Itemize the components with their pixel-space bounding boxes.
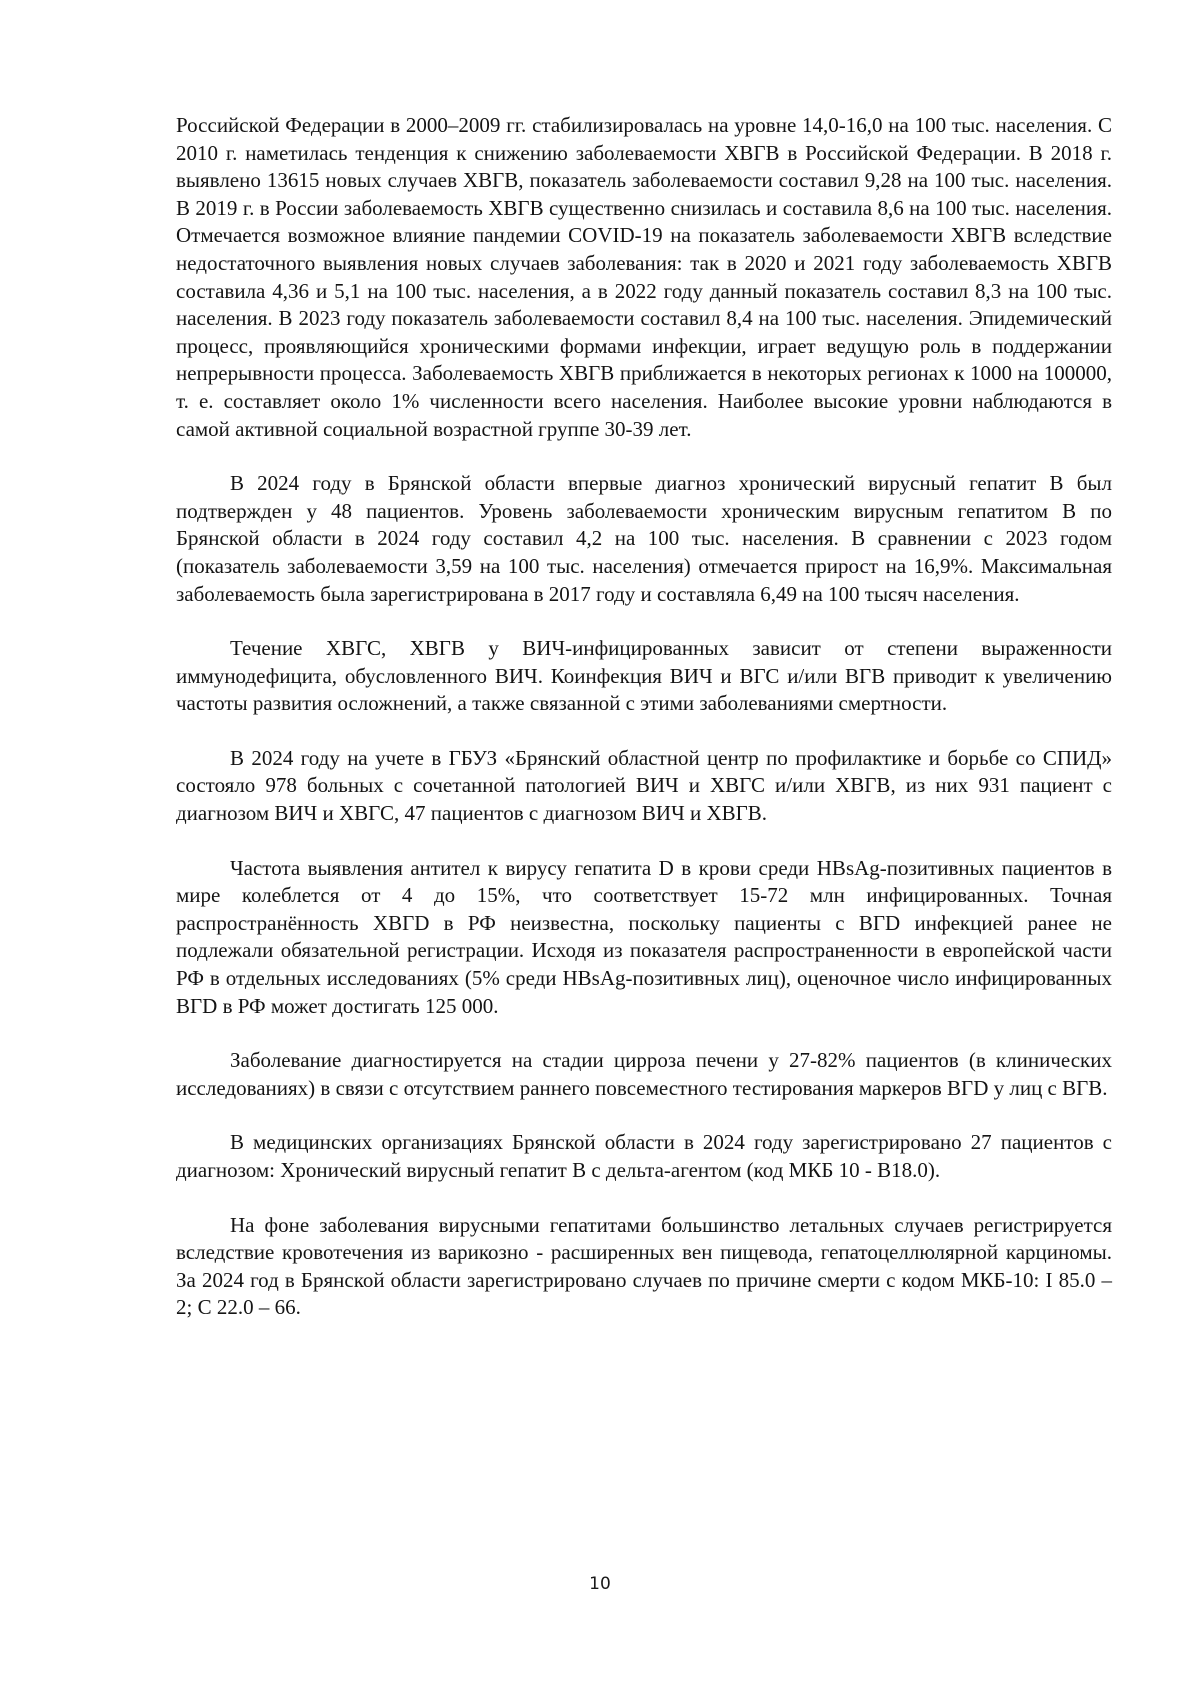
paragraph-hiv-coinfection: Течение ХВГС, ХВГВ у ВИЧ-инфицированных зависит от степени выраженности иммунодефицита, обусловленного ВИЧ. Коинфекция ВИЧ и ВГС и/или ВГВ приводит к увеличению частоты развития осложнений, а также связанной с этими заболеваниями смертности. xyxy=(176,636,1112,716)
paragraph-hbv-bryansk-2024: В 2024 году в Брянской области впервые диагноз хронический вирусный гепатит В был подтвержден у 48 пациентов. Уровень заболеваемости хроническим вирусным гепатитом В по Брянской области в 2024 году составил 4,2 на 100 тыс. населения. В сравнении с 2023 годом (показатель заболеваемости 3,59 на 100 тыс. населения) отмечается прирост на 16,9%. Максимальная заболеваемость была зарегистрирована в 2017 году и составляла 6,49 на 100 тысяч населения. xyxy=(176,471,1112,606)
page-number: 10 xyxy=(589,1574,611,1594)
body-text xyxy=(176,112,1112,1349)
paragraph-delta-agent-cases: В медицинских организациях Брянской области в 2024 году зарегистрировано 27 пациентов с диагнозом: Хронический вирусный гепатит В с дельта-агентом (код МКБ 10 - B18.0). xyxy=(176,1130,1112,1182)
paragraph-lethal-cases: На фоне заболевания вирусными гепатитами большинство летальных случаев регистрируется вследствие кровотечения из варикозно - расширенных вен пищевода, гепатоцеллюлярной карциномы. За 2024 год в Брянской области зарегистрировано случаев по причине смерти с кодом МКБ-10: I 85.0 – 2; С 22.0 – 66. xyxy=(176,1212,1112,1320)
paragraph-cirrhosis-diagnosis: Заболевание диагностируется на стадии цирроза печени у 27-82% пациентов (в клинических исследованиях) в связи с отсутствием раннего повсеместного тестирования маркеров ВГD у лиц с ВГВ. xyxy=(176,1048,1112,1100)
paragraph-hbv-incidence-russia: Российской Федерации в 2000–2009 гг. стабилизировалась на уровне 14,0-16,0 на 100 тыс. населения. С 2010 г. наметилась тенденция к снижению заболеваемости ХВГВ в Российской Федерации. В 2018 г. выявлено 13615 новых случаев ХВГВ, показатель заболеваемости составил 9,28 на 100 тыс. населения. В 2019 г. в России заболеваемость ХВГВ существенно снизилась и составила 8,6 на 100 тыс. населения. Отмечается возможное влияние пандемии COVID-19 на показатель заболеваемости ХВГВ вследствие недостаточного выявления новых случаев заболевания: так в 2020 и 2021 году заболеваемость ХВГВ составила 4,36 и 5,1 на 100 тыс. населения, а в 2022 году данный показатель составил 8,3 на 100 тыс. населения. В 2023 году показатель заболеваемости составил 8,4 на 100 тыс. населения. Эпидемический процесс, проявляющийся хроническими формами инфекции, играет ведущую роль в поддержании непрерывности процесса. Заболеваемость ХВГВ приближается в некоторых регионах к 1000 на 100000, т. е. составляет около 1% численности всего населения. Наиболее высокие уровни наблюдаются в самой активной социальной возрастной группе 30-39 лет. xyxy=(176,113,1112,441)
paragraph-hdv-prevalence: Частота выявления антител к вирусу гепатита D в крови среди HBsAg-позитивных пациентов в мире колеблется от 4 до 15%, что соответствует 15-72 млн инфицированных. Точная распространённость ХВГD в РФ неизвестна, поскольку пациенты с ВГD инфекцией ранее не подлежали обязательной регистрации. Исходя из показателя распространенности в европейской части РФ в отдельных исследованиях (5% среди HBsAg-позитивных лиц), оценочное число инфицированных ВГD в РФ может достигать 125 000. xyxy=(176,855,1112,1018)
paragraph-aids-center-registry: В 2024 году на учете в ГБУЗ «Брянский областной центр по профилактике и борьбе со СПИД» состояло 978 больных с сочетанной патологией ВИЧ и ХВГС и/или ХВГВ, из них 931 пациент с диагнозом ВИЧ и ХВГС, 47 пациентов с диагнозом ВИЧ и ХВГВ. xyxy=(176,745,1112,826)
